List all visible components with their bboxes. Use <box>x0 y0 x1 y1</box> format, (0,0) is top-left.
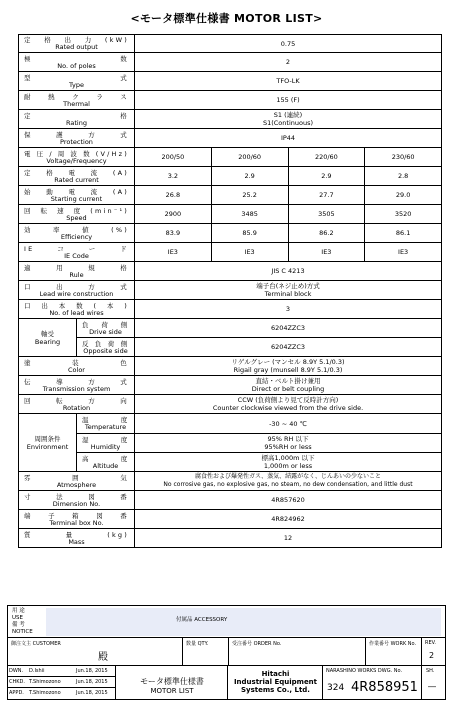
company-cell <box>228 666 323 700</box>
label-efficiency: 効率値(%) Efficiency <box>19 224 135 243</box>
row-voltage <box>19 148 442 167</box>
row-color <box>19 357 442 376</box>
label-humidity: 湿度 Humidity <box>77 434 135 453</box>
work-cell <box>366 638 422 665</box>
label-transmission: 伝導方式 Transmission system <box>19 376 135 395</box>
row-protection <box>19 129 442 148</box>
label-mass: 質量(kg) Mass <box>19 529 135 548</box>
dwg-number: 4R858951 <box>351 680 418 695</box>
label-rating: 定格 Rating <box>19 110 135 129</box>
notice-label: 備 考 NOTICE <box>12 622 33 635</box>
speed-3: 3505 <box>288 205 365 224</box>
value-rule: JIS C 4213 <box>135 262 442 281</box>
order-cell <box>229 638 366 665</box>
starting-2: 25.2 <box>211 186 288 205</box>
value-leadwire: 端子台(ネジ止め)方式 Terminal block <box>135 281 442 300</box>
label-bearing-group: 軸受 Bearing <box>19 319 77 357</box>
row-leadwire <box>19 281 442 300</box>
label-dimension: 寸法図番 Dimension No. <box>19 491 135 510</box>
current-2: 2.9 <box>211 167 288 186</box>
value-thermal: 155 (F) <box>135 91 442 110</box>
row-rotation <box>19 395 442 414</box>
label-terminalbox: 端子箱図番 Terminal box No. <box>19 510 135 529</box>
chk-label: CHKD. <box>9 679 25 685</box>
footer-customer-row <box>8 638 445 666</box>
label-voltage: 電圧/周波数(V/Hz) Voltage/Frequency <box>19 148 135 167</box>
label-color: 塗装色 Color <box>19 357 135 376</box>
row-dimension <box>19 491 442 510</box>
label-rated-output: 定格出力(kW) Rated output <box>19 35 135 53</box>
value-type: TFO-LK <box>135 72 442 91</box>
sheet-cell <box>422 666 445 700</box>
value-protection: IP44 <box>135 129 442 148</box>
dwn-name: D.Ishii <box>29 668 45 674</box>
value-rotation: CCW (負荷側より見て反時計方向) Counter clockwise viewed from the drive side. <box>135 395 442 414</box>
qty-cell <box>183 638 229 665</box>
accessory-band <box>46 608 441 636</box>
speed-1: 2900 <box>135 205 212 224</box>
company-line-2: Industrial Equipment <box>233 678 318 686</box>
row-env-humidity <box>19 434 442 453</box>
row-rule <box>19 262 442 281</box>
sheet-label: SH. <box>426 668 435 674</box>
efficiency-3: 86.2 <box>288 224 365 243</box>
row-transmission <box>19 376 442 395</box>
value-bearing-opposite: 6204ZZC3 <box>135 338 442 357</box>
chk-name: T.Shimozono <box>29 679 61 685</box>
iecode-3: IE3 <box>288 243 365 262</box>
row-rated-output <box>19 35 442 53</box>
row-leadcount <box>19 300 442 319</box>
label-protection: 保護方式 Protection <box>19 129 135 148</box>
value-bearing-drive: 6204ZZC3 <box>135 319 442 338</box>
voltage-2: 200/60 <box>211 148 288 167</box>
row-iecode <box>19 243 442 262</box>
label-environment-group: 周囲条件 Environment <box>19 414 77 472</box>
footer-use-row <box>8 606 445 638</box>
value-leadcount: 3 <box>135 300 442 319</box>
row-rating <box>19 110 442 129</box>
voltage-4: 230/60 <box>365 148 442 167</box>
current-4: 2.8 <box>365 167 442 186</box>
customer-label: 御注文主 CUSTOMER <box>11 641 61 647</box>
iecode-2: IE3 <box>211 243 288 262</box>
dwn-label: DWN. <box>9 668 24 674</box>
document-title: <モータ標準仕様書 MOTOR LIST> <box>130 12 323 25</box>
row-efficiency <box>19 224 442 243</box>
row-atmosphere <box>19 472 442 491</box>
label-speed: 回転速度(min⁻¹) Speed <box>19 205 135 224</box>
label-atmosphere: 雰囲気 Atmosphere <box>19 472 135 491</box>
qty-label: 数量 QTY. <box>186 641 209 647</box>
value-rating: S1 (連続) S1(Continuous) <box>135 110 442 129</box>
value-poles: 2 <box>135 53 442 72</box>
order-label: 受注番号 ORDER No. <box>232 641 282 647</box>
rev-label: REV. <box>425 640 436 646</box>
work-label: 作業番号 WORK No. <box>369 641 417 647</box>
starting-4: 29.0 <box>365 186 442 205</box>
efficiency-2: 85.9 <box>211 224 288 243</box>
row-terminalbox <box>19 510 442 529</box>
value-transmission: 直結・ベルト掛け兼用 Direct or belt coupling <box>135 376 442 395</box>
iecode-4: IE3 <box>365 243 442 262</box>
label-rule: 適用規格 Rule <box>19 262 135 281</box>
current-3: 2.9 <box>288 167 365 186</box>
appd-label: APPD. <box>9 690 24 696</box>
efficiency-4: 86.1 <box>365 224 442 243</box>
sheet-value: ― <box>428 682 436 691</box>
chk-date: Jun.18, 2015 <box>76 679 108 685</box>
label-rotation: 回転方向 Rotation <box>19 395 135 414</box>
voltage-3: 220/60 <box>288 148 365 167</box>
doc-title-jp: モータ標準仕様書 <box>140 677 204 686</box>
spec-table <box>18 34 442 548</box>
label-temperature: 温度 Temperature <box>77 414 135 434</box>
appd-date: Jun.18, 2015 <box>76 690 108 696</box>
dwg-prefix: 324 <box>327 683 345 693</box>
customer-cell <box>8 638 183 665</box>
iecode-1: IE3 <box>135 243 212 262</box>
row-bearing-drive <box>19 319 442 338</box>
row-type <box>19 72 442 91</box>
company-line-1: Hitachi <box>261 670 290 678</box>
doc-title-cell <box>116 666 228 700</box>
row-env-altitude <box>19 453 442 472</box>
label-leadwire: 口出方式 Lead wire construction <box>19 281 135 300</box>
speed-2: 3485 <box>211 205 288 224</box>
rev-cell <box>422 638 445 665</box>
current-1: 3.2 <box>135 167 212 186</box>
label-current: 定格電流(A) Rated current <box>19 167 135 186</box>
row-bearing-opposite <box>19 338 442 357</box>
value-color: リゲルグレー (マンセル 8.9Y 5.1/0.3) Rigail gray (munsell 8.9Y 5.1/0.3) <box>135 357 442 376</box>
approval-cell <box>8 666 116 700</box>
dwg-label: NARASHINO WORKS DWG. No. <box>326 668 403 674</box>
use-label: 用 途 USE <box>12 608 25 621</box>
value-terminalbox: 4R824962 <box>135 510 442 529</box>
appd-name: T.Shimozono <box>29 690 61 696</box>
doc-title-en: MOTOR LIST <box>150 687 194 695</box>
label-thermal: 耐熱クラス Thermal <box>19 91 135 110</box>
label-type: 型式 Type <box>19 72 135 91</box>
label-altitude: 高度 Altitude <box>77 453 135 472</box>
drawing-no-cell <box>323 666 422 700</box>
label-bearing-drive: 負荷側 Drive side <box>77 319 135 338</box>
value-altitude: 標高1,000m 以下 1,000m or less <box>135 453 442 472</box>
row-thermal <box>19 91 442 110</box>
voltage-1: 200/50 <box>135 148 212 167</box>
starting-1: 26.8 <box>135 186 212 205</box>
value-rated-output: 0.75 <box>135 35 442 53</box>
customer-value: 殿 <box>98 652 108 663</box>
row-env-temperature <box>19 414 442 434</box>
value-atmosphere: 腐食性および爆発性ガス、蒸気、結露がなく、じんあいの少ないこと No corrosive gas, no explosive gas, no steam, no dew condensation, and little dust <box>135 472 442 491</box>
row-starting <box>19 186 442 205</box>
value-temperature: -30 ~ 40 ℃ <box>135 414 442 434</box>
company-line-3: Systems Co., Ltd. <box>241 686 310 694</box>
efficiency-1: 83.9 <box>135 224 212 243</box>
speed-4: 3520 <box>365 205 442 224</box>
footer-approval-row <box>8 666 445 700</box>
row-current <box>19 167 442 186</box>
value-dimension: 4R857620 <box>135 491 442 510</box>
label-starting: 始動電流(A) Starting current <box>19 186 135 205</box>
label-bearing-opposite: 反負荷側 Opposite side <box>77 338 135 357</box>
rev-value: 2 <box>429 651 435 660</box>
label-iecode: IEコード IE Code <box>19 243 135 262</box>
label-leadcount: 口出本数(本) No. of lead wires <box>19 300 135 319</box>
value-humidity: 95% RH 以下 95%RH or less <box>135 434 442 453</box>
row-poles <box>19 53 442 72</box>
accessory-label: 付属品 ACCESSORY <box>176 617 228 623</box>
starting-3: 27.7 <box>288 186 365 205</box>
dwn-date: Jun.18, 2015 <box>76 668 108 674</box>
label-poles: 極数 No. of poles <box>19 53 135 72</box>
value-mass: 12 <box>135 529 442 548</box>
row-speed <box>19 205 442 224</box>
row-mass <box>19 529 442 548</box>
title-block <box>7 605 446 700</box>
